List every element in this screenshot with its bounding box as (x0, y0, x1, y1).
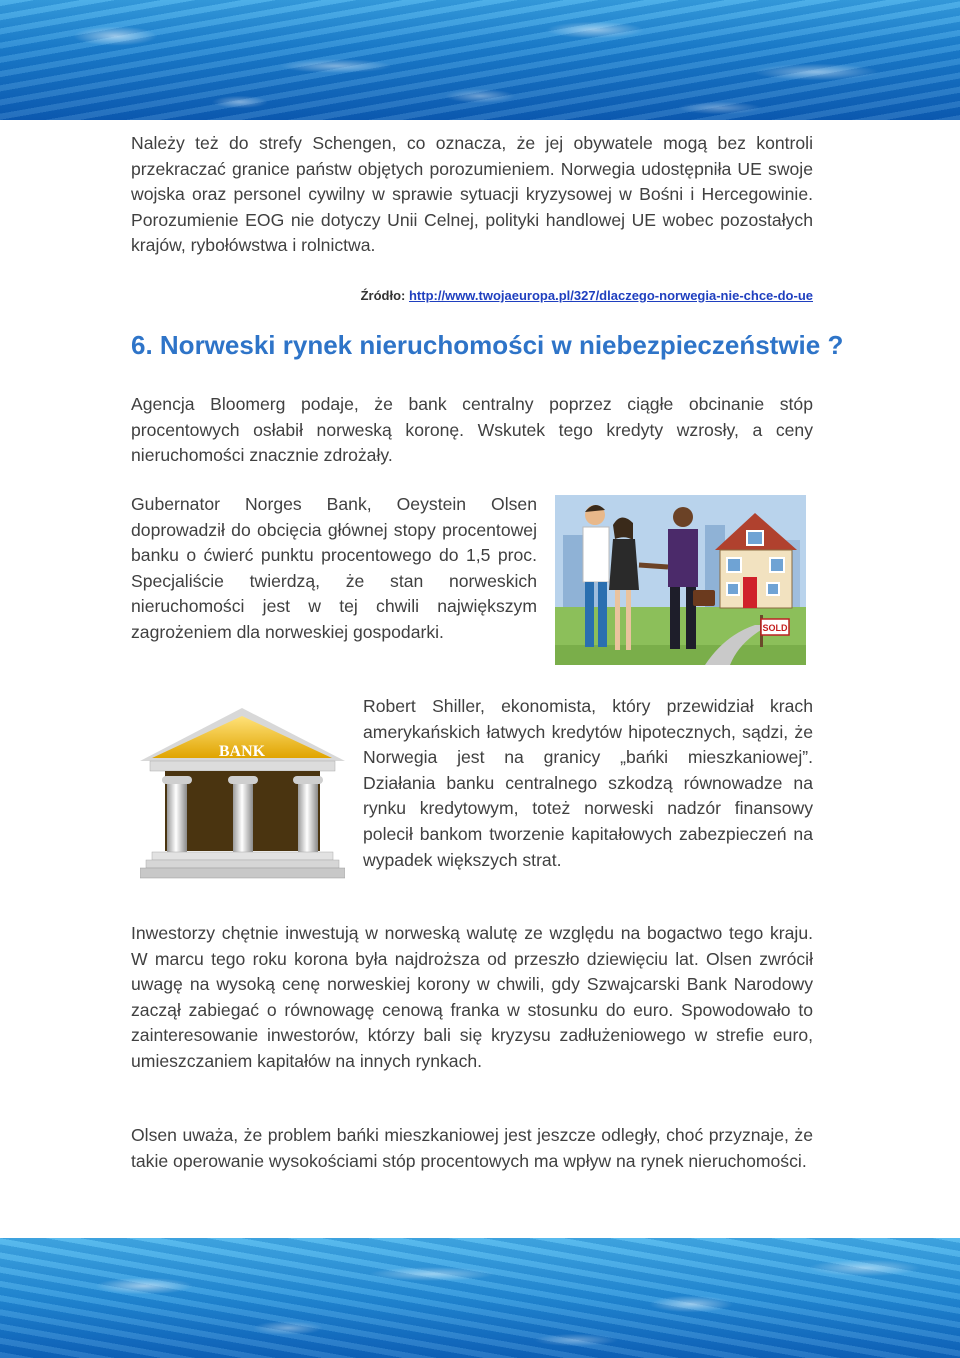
real-estate-illustration (555, 495, 806, 665)
source-line (361, 288, 813, 303)
source-label: Źródło: (360, 288, 406, 303)
sold-sign-text: SOLD (762, 623, 788, 633)
section-heading: 6. Norweski rynek nieruchomości w niebezpieczeństwie ? (131, 330, 844, 360)
bank-building-illustration (140, 706, 345, 886)
paragraph-bloomberg: Agencja Bloomerg podaje, że bank centralny poprzez ciągłe obcinanie stóp procentowych osłabił norweską koronę. Wskutek tego kredyty wzrosły, a ceny nieruchomości znacznie zdrożały. (131, 394, 813, 466)
water-header-banner (0, 0, 960, 120)
paragraph-schengen: Należy też do strefy Schengen, co oznacza, że jej obywatele mogą bez kontroli przekraczać granice państw objętych porozumieniem. Norwegia udostępniła UE swoje wojska oraz personel cywilny w sprawie sytuacji kryzysowej w Bośni i Hercegowinie. Porozumienie EOG nie dotyczy Unii Celnej, polityki handlowej UE wobec pozostałych krajów, rybołówstwa i rolnictwa. (131, 133, 813, 256)
source-link[interactable]: http://www.twojaeuropa.pl/327/dlaczego-norwegia-nie-chce-do-ue (408, 288, 813, 303)
paragraph-investors: Inwestorzy chętnie inwestują w norweską walutę ze względu na bogactwo tego kraju. W marcu tego roku korona była najdroższa od przeszło dziewięciu lat. Olsen zwrócił uwagę na wysoką cenę norweskiej korony w chwili, gdy Szwajcarski Bank Narodowy zaczął zabiegać o równowagę cenową franka w stosunku do euro. Spowodowało to zainteresowanie inwestorów, którzy bali się kryzysu zadłużeniowego w strefie euro, umieszczaniem kapitałów na innych rynkach. (131, 923, 813, 1071)
paragraph-governor: Gubernator Norges Bank, Oeystein Olsen doprowadził do obcięcia głównej stopy procentowej banku o ćwierć punktu procentowego do 1,5 proc. Specjaliście twierdzą, że stan norweskich nieruchomości jest w tej chwili największym zagrożeniem dla norweskiej gospodarki. (131, 494, 537, 642)
water-footer-banner (0, 1238, 960, 1358)
paragraph-olsen: Olsen uważa, że problem bańki mieszkaniowej jest jeszcze odległy, choć przyznaje, że takie operowanie wysokościami stóp procentowych ma wpływ na rynek nieruchomości. (131, 1125, 813, 1171)
bank-sign-text: BANK (218, 743, 266, 760)
paragraph-shiller: Robert Shiller, ekonomista, który przewidział krach amerykańskich łatwych kredytów hipotecznych, sądzi, że Norwegia jest na granicy „bańki mieszkaniowej”. Działania banku centralnego szkodzą równowadze na rynku kredytowym, toteż norweski nadzór finansowy polecił bankom tworzenie kapitałowych zabezpieczeń na wypadek większych strat. (363, 696, 813, 870)
